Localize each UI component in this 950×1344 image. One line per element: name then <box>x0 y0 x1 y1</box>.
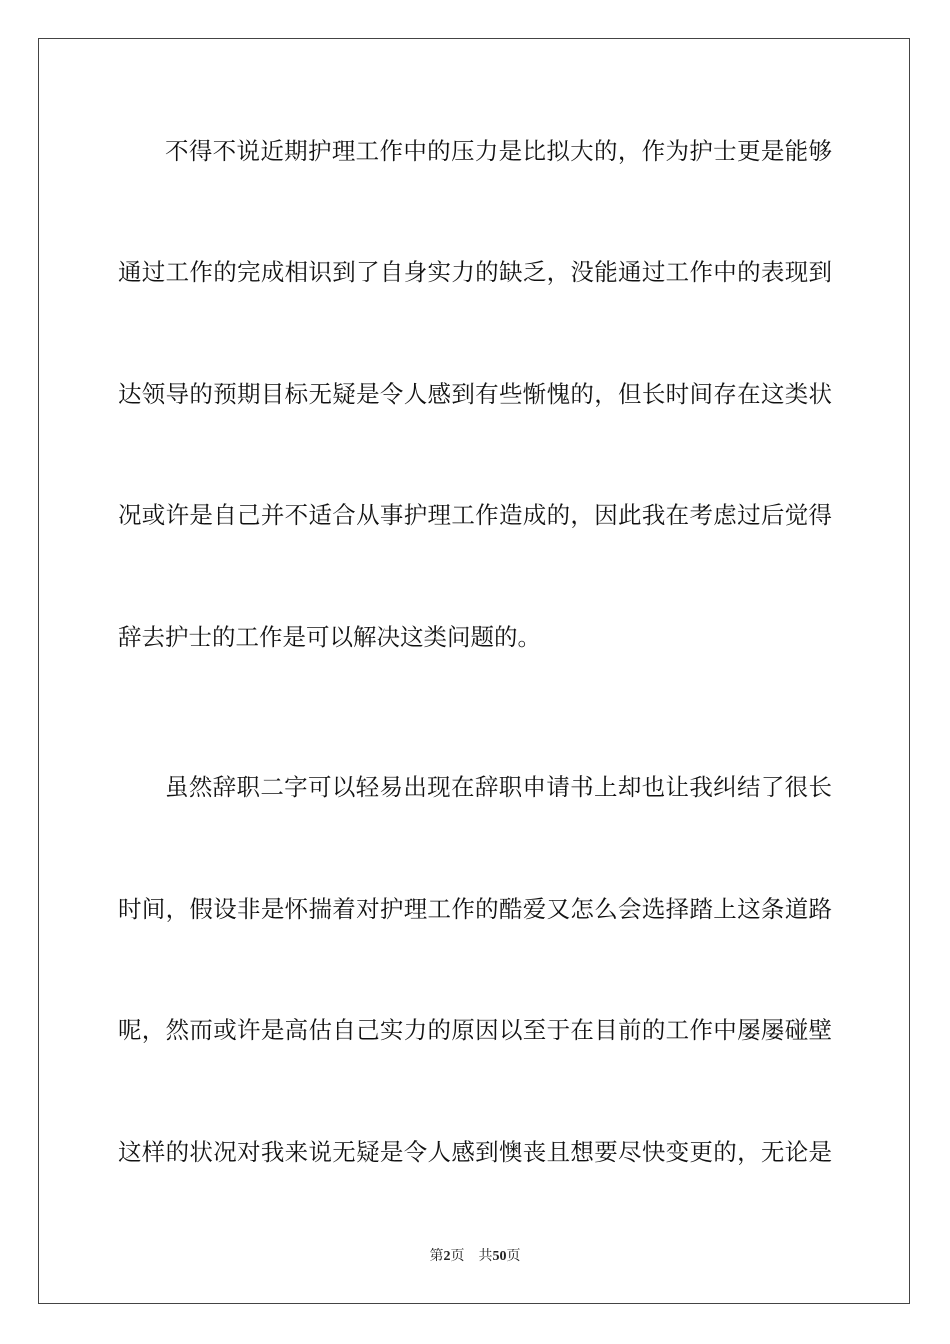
paragraph-2-line-1: 虽然辞职二字可以轻易出现在辞职申请书上却也让我纠结了很长 <box>165 773 832 801</box>
total-unit: 页 <box>506 1248 521 1264</box>
page-prefix: 第 <box>429 1248 444 1264</box>
paragraph-1-line-1: 不得不说近期护理工作中的压力是比拟大的，作为护士更是能够 <box>165 137 832 165</box>
paragraph-2-line-2: 时间，假设非是怀揣着对护理工作的酷爱又怎么会选择踏上这条道路 <box>118 895 832 923</box>
total-prefix: 共 <box>478 1248 493 1264</box>
paragraph-2-line-3: 呢，然而或许是高估自己实力的原因以至于在目前的工作中屡屡碰壁 <box>118 1016 832 1044</box>
paragraph-1-line-2: 通过工作的完成相识到了自身实力的缺乏，没能通过工作中的表现到 <box>118 258 832 286</box>
paragraph-2-line-4: 这样的状况对我来说无疑是令人感到懊丧且想要尽快变更的，无论是 <box>118 1138 832 1166</box>
page-current: 2 <box>443 1249 451 1264</box>
page-frame <box>38 38 910 1304</box>
paragraph-1-line-5: 辞去护士的工作是可以解决这类问题的。 <box>118 623 541 651</box>
page-total: 50 <box>492 1249 507 1264</box>
paragraph-1-line-3: 达领导的预期目标无疑是令人感到有些惭愧的，但长时间存在这类状 <box>118 380 832 408</box>
page-footer <box>0 1246 950 1267</box>
paragraph-1-line-4: 况或许是自己并不适合从事护理工作造成的，因此我在考虑过后觉得 <box>118 501 832 529</box>
page-unit: 页 <box>450 1248 465 1264</box>
